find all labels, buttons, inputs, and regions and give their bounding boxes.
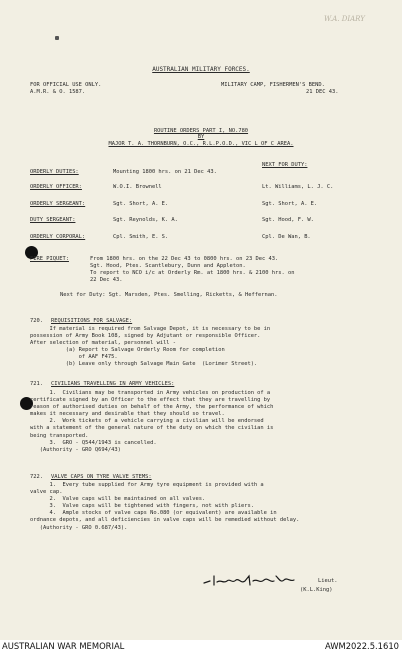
signature-scribble — [200, 570, 310, 590]
duty-row — [30, 169, 79, 175]
section-number: 722. — [30, 474, 43, 480]
section-heading: VALVE CAPS ON TYRE VALVE STEMS: — [51, 474, 152, 480]
orders-title: ROUTINE ORDERS PART I, NO.780 — [153, 128, 249, 134]
staple-mark — [55, 36, 59, 40]
header-location: MILITARY CAMP, FISHERMEN'S BEND. — [221, 82, 325, 88]
duty-next: Sgt. Short, A. E. — [262, 201, 318, 207]
duty-label: ORDERLY DUTIES: — [30, 169, 79, 175]
signatory-name: (K.L.King) — [300, 587, 333, 593]
duty-current: Sgt. Short, A. E. — [113, 201, 169, 207]
section-number: 720. — [30, 318, 43, 324]
next-for-duty-heading: NEXT FOR DUTY: — [262, 162, 308, 168]
footer-bar — [0, 640, 402, 653]
duty-next: Sgt. Hood, F. W. — [262, 217, 314, 223]
duty-next: Cpl. De Wan, B. — [262, 234, 311, 240]
document-title: AUSTRALIAN MILITARY FORCES. — [152, 66, 250, 73]
header-reference: A.M.R. & O. 1587. — [30, 89, 86, 95]
section-body: 1. Every tube supplied for Army tyre equipment is provided with a valve cap. 2. Valve caps will be maintained on all valves. 3. Valve caps will be tightened with fingers, not with pliers. 4. Ample stocks of valve caps No.080 (or equivalent) are available in ordnance depots, and all deficiencies in valve caps will be remedied without delay. (Authority - GRO 0.687/43). — [30, 482, 300, 531]
duty-current: W.O.I. Brownell — [113, 184, 162, 190]
orders-commander: MAJOR T. A. THORNBURN, O.C., R.L.P.O.D., VIC L OF C AREA. — [108, 141, 294, 147]
section-body: 1. Civilians may be transported in Army vehicles on production of a certificate signed by an Officer to the effect that they are travelling by reason of authorised duties on behalf of the Army, the performance of which makes it necessary and desirable that they should so travel. 2. Work tickets of a vehicle carrying a civilian will be endorsed with a statement of the general nature of the duty on which the civilian is being transported. 3. GRO - Q544/1943 is cancelled. (Authority - GRO Q694/43) — [30, 390, 274, 453]
footer-institution: AUSTRALIAN WAR MEMORIAL — [2, 641, 125, 651]
section-number: 721. — [30, 381, 43, 387]
duty-current: Sgt. Reynolds, K. A. — [113, 217, 178, 223]
duty-current: Cpl. Smith, E. S. — [113, 234, 169, 240]
fire-picquet-text: From 1800 hrs. on the 22 Dec 43 to 0800 hrs. on 23 Dec 43. Sgt. Hood, Ptes. Scantlebury, Dunn and Appleton. To report to NCO i/c at Orderly Rm. at 1800 hrs. & 2100 hrs. on 22 Dec 43. — [90, 256, 295, 284]
orders-by: BY — [197, 134, 205, 140]
signatory-rank: Lieut. — [318, 578, 338, 584]
header-date: 21 DEC 43. — [306, 89, 339, 95]
diary-annotation: W.A. DIARY — [324, 15, 365, 23]
duty-label: ORDERLY OFFICER: — [30, 184, 82, 190]
duty-next: Lt. Williams, L. J. C. — [262, 184, 334, 190]
duty-label: DUTY SERGEANT: — [30, 217, 76, 223]
section-body: If material is required from Salvage Depot, it is necessary to be in possession of Army Book 108, signed by Adjutant or responsible Officer. After selection of material, personnel will - (a) Report to Salvage Orderly Room for completion of AAF F475. (b) Leave only through Salvage Main Gate (Lorimer Street). — [30, 326, 271, 368]
section-heading: CIVILIANS TRAVELLING IN ARMY VEHICLES: — [51, 381, 175, 387]
footer-accession-number: AWM2022.5.1610 — [324, 641, 399, 651]
header-classification: FOR OFFICIAL USE ONLY. — [30, 82, 102, 88]
section-heading: REQUISITIONS FOR SALVAGE: — [51, 318, 133, 324]
duty-current: Mounting 1800 hrs. on 21 Dec 43. — [113, 169, 217, 175]
fire-picquet-label: FIRE PIQUET: — [30, 256, 69, 262]
duty-label: ORDERLY CORPORAL: — [30, 234, 86, 240]
duty-label: ORDERLY SERGEANT: — [30, 201, 86, 207]
fire-picquet-next: Next for Duty: Sgt. Marsden, Ptes. Smelling, Ricketts, & Heffernan. — [60, 292, 278, 298]
